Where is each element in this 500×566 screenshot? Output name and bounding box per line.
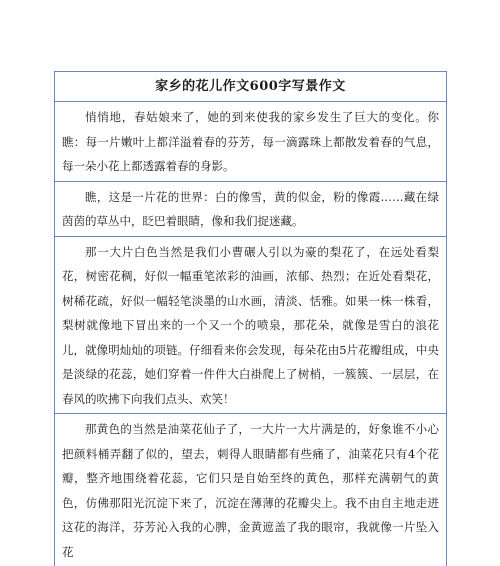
essay-table [54, 71, 447, 566]
paragraph-1: 悄悄地，春姑娘来了，她的到来使我的家乡发生了巨大的变化。你瞧：每一片嫩叶上都洋溢着春的芬芳，每一滴露珠上都散发着春的气息，每一朵小花上都透露着春的身影。 [55, 102, 446, 182]
paragraph-4: 那黄色的当然是油菜花仙子了，一大片一大片满是的，好象谁不小心把颜料桶弄翻了似的，望去，刺得人眼睛都有些痛了，油菜花只有4个花瓣，整齐地围绕着花蕊，它们只是自始至终的黄色，那样充满朝气的黄色，仿佛那阳光沉淀下来了，沉淀在薄薄的花瓣尖上。我不由自主地走进这花的海洋，芬芳沁入我的心脾，金黄遮盖了我的眼帘，我就像一片坠入花 [62, 422, 439, 559]
paragraph-2: 瞧，这是一片花的世界：白的像雪，黄的似金，粉的像霞……藏在绿茵茵的草丛中，眨巴着眼睛，像和我们捉迷藏。 [55, 182, 446, 237]
paragraph-3: 那一大片白色当然是我们小曹碾人引以为豪的梨花了，在远处看梨花，树密花稠，好似一幅重笔浓彩的油画，浓郁、热烈；在近处看梨花，树稀花疏，好似一幅轻笔淡墨的山水画，清淡、恬雅。如果一株一株看，梨树就像地下冒出来的一个又一个的喷泉，那花朵，就像是雪白的浪花儿，就像明灿灿的项链。仔细看来你会发现，每朵花由5片花瓣组成，中央是淡绿的花蕊，她们穿着一件件大白褂爬上了树梢，一簇簇、一层层，在春风的吹拂下向我们点头、欢笑！ [55, 237, 446, 415]
essay-title: 家乡的花儿作文600字写景作文 [55, 72, 446, 102]
